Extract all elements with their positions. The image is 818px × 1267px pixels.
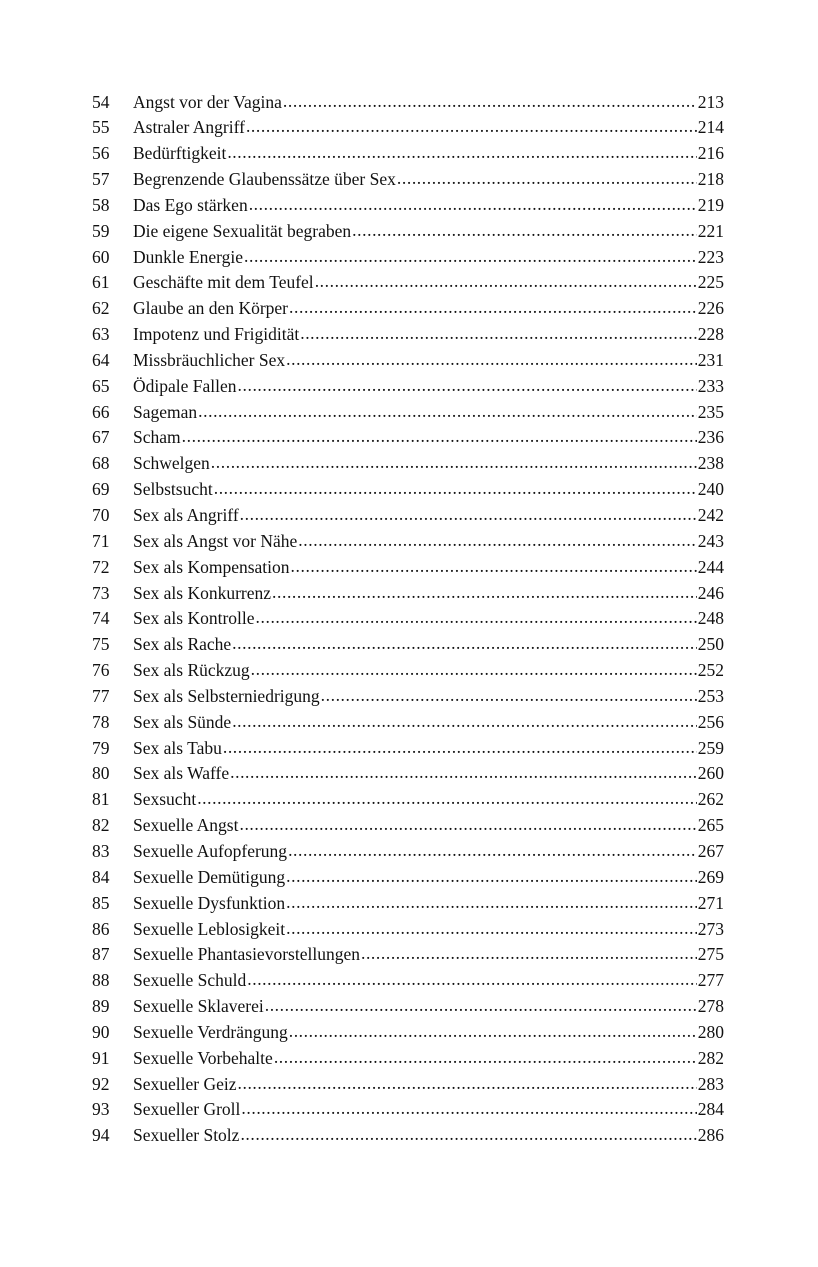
toc-entry [92,168,724,194]
toc-entry [92,995,724,1021]
toc-entry [92,323,724,349]
toc-entry [92,1072,724,1098]
toc-entry-number: 80 [92,763,110,784]
toc-dot-leader [197,788,697,806]
toc-entry-number: 71 [92,530,110,551]
toc-entry-title: Sexuelle Leblosigkeit [133,918,286,939]
toc-entry-number: 87 [92,944,110,965]
toc-entry-number: 78 [92,711,110,732]
toc-entry [92,839,724,865]
toc-entry [92,193,724,219]
toc-entry-number: 67 [92,427,110,448]
toc-entry-page-number: 233 [697,375,724,396]
toc-entry-title: Angst vor der Vagina [133,91,282,112]
toc-entry-number: 94 [92,1125,110,1146]
toc-entry-title: Missbräuchlicher Sex [133,349,286,370]
toc-dot-leader [321,684,697,702]
toc-dot-leader [289,1020,697,1038]
toc-entry-title: Sex als Rache [133,634,232,655]
toc-entry-number: 79 [92,737,110,758]
toc-dot-leader [227,142,696,160]
toc-entry-number: 91 [92,1047,110,1068]
toc-dot-leader [298,529,696,547]
toc-entry-page-number: 213 [697,91,724,112]
toc-entry [92,271,724,297]
toc-entry-title: Bedürftigkeit [133,143,227,164]
toc-dot-leader [223,736,697,754]
toc-entry-number: 74 [92,608,110,629]
toc-entry-page-number: 260 [697,763,724,784]
toc-entry-page-number: 265 [697,815,724,836]
toc-entry-title: Sex als Angriff [133,505,239,525]
toc-entry [92,581,724,607]
toc-entry-title: Sexuelle Phantasievorstellungen [133,944,360,965]
toc-entry-page-number: 238 [697,453,724,474]
toc-entry-number: 55 [92,117,110,138]
toc-entry [92,1098,724,1124]
toc-dot-leader [397,168,697,186]
toc-entry-number: 92 [92,1073,110,1094]
toc-entry-page-number: 246 [697,582,724,603]
toc-entry-title: Astraler Angriff [133,117,245,138]
toc-entry-title: Schwelgen [133,453,210,474]
toc-entry-page-number: 214 [697,117,724,138]
toc-entry [92,478,724,504]
toc-entry-title: Impotenz und Frigidität [133,324,300,345]
toc-entry-number: 89 [92,996,110,1017]
toc-entry-title: Sexueller Groll [133,1099,241,1120]
toc-entry-number: 81 [92,789,110,810]
toc-entry [92,684,724,710]
toc-dot-leader [300,323,697,341]
toc-entry-title: Sex als Kompensation [133,556,290,577]
toc-entry [92,90,724,116]
toc-dot-leader [265,995,697,1013]
toc-entry-title: Das Ego stärken [133,194,248,215]
toc-entry [92,865,724,891]
toc-entry-title: Sexuelle Vorbehalte [133,1047,273,1068]
toc-entry-title: Sex als Angst vor Nähe [133,530,298,551]
toc-entry-title: Scham [133,427,181,448]
toc-dot-leader [272,581,697,599]
toc-entry-title: Sexueller Geiz [133,1073,237,1094]
toc-entry-title: Sexuelle Verdrängung [133,1021,288,1042]
toc-entry-page-number: 282 [697,1047,724,1068]
toc-entry-number: 58 [92,194,110,215]
toc-entry [92,814,724,840]
toc-dot-leader [230,762,697,780]
toc-entry-title: Sex als Waffe [133,763,230,784]
toc-dot-leader [232,633,697,651]
toc-entry-title: Sex als Selbsterniedrigung [133,685,320,706]
toc-dot-leader [211,452,697,470]
toc-entry-page-number: 219 [697,194,724,215]
toc-entry-number: 76 [92,660,110,681]
toc-dot-leader [256,607,697,625]
toc-dot-leader [198,400,697,418]
toc-entry-number: 83 [92,840,110,861]
toc-dot-leader [288,839,697,857]
toc-entry [92,762,724,788]
toc-dot-leader [286,891,697,909]
toc-entry-number: 85 [92,892,110,913]
toc-entry-page-number: 226 [697,298,724,319]
toc-entry [92,969,724,995]
toc-dot-leader [352,219,697,237]
toc-entry-page-number: 275 [697,944,724,965]
toc-entry-number: 61 [92,272,110,293]
toc-entry-number: 56 [92,143,110,164]
toc-entry-page-number: 267 [697,840,724,861]
toc-entry-page-number: 225 [697,272,724,293]
toc-entry [92,452,724,478]
toc-dot-leader [238,1072,697,1090]
toc-dot-leader [240,1124,696,1142]
toc-entry-title: Selbstsucht [133,479,213,500]
toc-entry [92,348,724,374]
toc-dot-leader [239,814,696,832]
toc-dot-leader [286,865,697,883]
toc-entry-title: Dunkle Energie [133,246,243,267]
toc-entry-number: 65 [92,375,110,396]
toc-entry [92,245,724,271]
toc-entry-page-number: 262 [697,789,724,810]
toc-dot-leader [251,659,697,677]
toc-entry [92,374,724,400]
toc-entry [92,633,724,659]
toc-entry-title: Die eigene Sexualität begraben [133,220,352,241]
toc-entry-page-number: 269 [697,866,724,887]
toc-entry-page-number: 280 [697,1021,724,1042]
toc-entry-title: Sex als Rückzug [133,660,250,681]
toc-entry-title: Sageman [133,401,198,422]
toc-entry-page-number: 271 [697,892,724,913]
toc-dot-leader [247,969,697,987]
toc-entry-title: Geschäfte mit dem Teufel [133,272,314,293]
toc-entry-number: 82 [92,815,110,836]
toc-entry-page-number: 286 [697,1125,724,1146]
toc-entry-number: 60 [92,246,110,267]
toc-dot-leader [244,245,697,263]
toc-entry-page-number: 259 [697,737,724,758]
toc-dot-leader [241,1098,696,1116]
toc-entry-number: 66 [92,401,110,422]
toc-entry [92,607,724,633]
table-of-contents [92,90,724,1150]
toc-entry [92,891,724,917]
toc-entry-page-number: 248 [697,608,724,629]
toc-entry-number: 90 [92,1021,110,1042]
toc-entry [92,943,724,969]
toc-entry-number: 77 [92,685,110,706]
toc-entry-title: Sexuelle Aufopferung [133,840,288,861]
toc-entry [92,710,724,736]
toc-dot-leader [182,426,697,444]
toc-dot-leader [286,348,697,366]
toc-dot-leader [361,943,697,961]
toc-entry-page-number: 228 [697,324,724,345]
toc-entry-page-number: 240 [697,479,724,500]
toc-entry [92,116,724,142]
toc-entry-number: 68 [92,453,110,474]
toc-entry [92,504,724,530]
toc-entry-page-number: 223 [697,246,724,267]
toc-entry [92,1046,724,1072]
toc-dot-leader [249,193,697,211]
toc-entry-number: 62 [92,298,110,319]
toc-entry-page-number: 235 [697,401,724,422]
toc-dot-leader [214,478,697,496]
toc-entry-title: Sexuelle Angst [133,815,239,836]
toc-entry-page-number: 278 [697,996,724,1017]
toc-entry-number: 54 [92,91,110,112]
toc-entry [92,529,724,555]
toc-entry [92,736,724,762]
toc-entry [92,1124,724,1150]
toc-entry-number: 75 [92,634,110,655]
toc-dot-leader [283,90,697,108]
toc-entry-number: 70 [92,505,110,525]
toc-entry-page-number: 256 [697,711,724,732]
toc-entry-page-number: 273 [697,918,724,939]
toc-dot-leader [246,116,697,134]
toc-entry-page-number: 243 [697,530,724,551]
toc-entry-page-number: 216 [697,143,724,164]
toc-entry-page-number: 236 [697,427,724,448]
toc-entry-number: 69 [92,479,110,500]
toc-entry [92,297,724,323]
toc-entry-title: Sex als Konkurrenz [133,582,272,603]
toc-dot-leader [232,710,697,728]
toc-dot-leader [315,271,697,289]
toc-entry [92,426,724,452]
toc-entry-title: Sex als Sünde [133,711,232,732]
toc-entry-title: Glaube an den Körper [133,298,289,319]
toc-entry-number: 59 [92,220,110,241]
toc-entry-number: 88 [92,970,110,991]
toc-entry-page-number: 244 [697,556,724,577]
toc-entry-title: Sex als Kontrolle [133,608,255,629]
toc-entry [92,142,724,168]
toc-entry-title: Sexuelle Demütigung [133,866,286,887]
toc-entry-page-number: 218 [697,169,724,190]
toc-entry-title: Sexuelle Sklaverei [133,996,264,1017]
toc-dot-leader [286,917,697,935]
toc-entry-title: Sex als Tabu [133,737,222,758]
toc-entry-title: Sexuelle Dysfunktion [133,892,286,913]
toc-entry-number: 73 [92,582,110,603]
toc-entry-title: Sexuelle Schuld [133,970,247,991]
toc-entry-page-number: 250 [697,634,724,655]
toc-entry-page-number: 242 [697,505,724,525]
toc-dot-leader [240,504,697,522]
toc-entry-number: 93 [92,1099,110,1120]
toc-entry-page-number: 221 [697,220,724,241]
toc-entry [92,1020,724,1046]
toc-dot-leader [291,555,697,573]
toc-entry-number: 72 [92,556,110,577]
toc-entry-page-number: 253 [697,685,724,706]
toc-entry [92,788,724,814]
toc-entry [92,917,724,943]
toc-dot-leader [238,374,697,392]
toc-entry-title: Ödipale Fallen [133,375,237,396]
toc-entry-number: 63 [92,324,110,345]
toc-entry-number: 86 [92,918,110,939]
toc-entry-page-number: 283 [697,1073,724,1094]
toc-entry-page-number: 284 [697,1099,724,1120]
toc-entry-page-number: 252 [697,660,724,681]
toc-dot-leader [289,297,697,315]
toc-entry-page-number: 277 [697,970,724,991]
toc-entry-number: 84 [92,866,110,887]
toc-entry [92,555,724,581]
toc-dot-leader [274,1046,697,1064]
toc-entry-title: Sexsucht [133,789,197,810]
toc-entry [92,659,724,685]
toc-entry [92,219,724,245]
toc-entry-number: 57 [92,169,110,190]
toc-entry-page-number: 231 [697,349,724,370]
toc-entry-title: Begrenzende Glaubenssätze über Sex [133,169,396,190]
toc-entry-title: Sexueller Stolz [133,1125,240,1146]
toc-entry [92,400,724,426]
toc-entry-number: 64 [92,349,110,370]
